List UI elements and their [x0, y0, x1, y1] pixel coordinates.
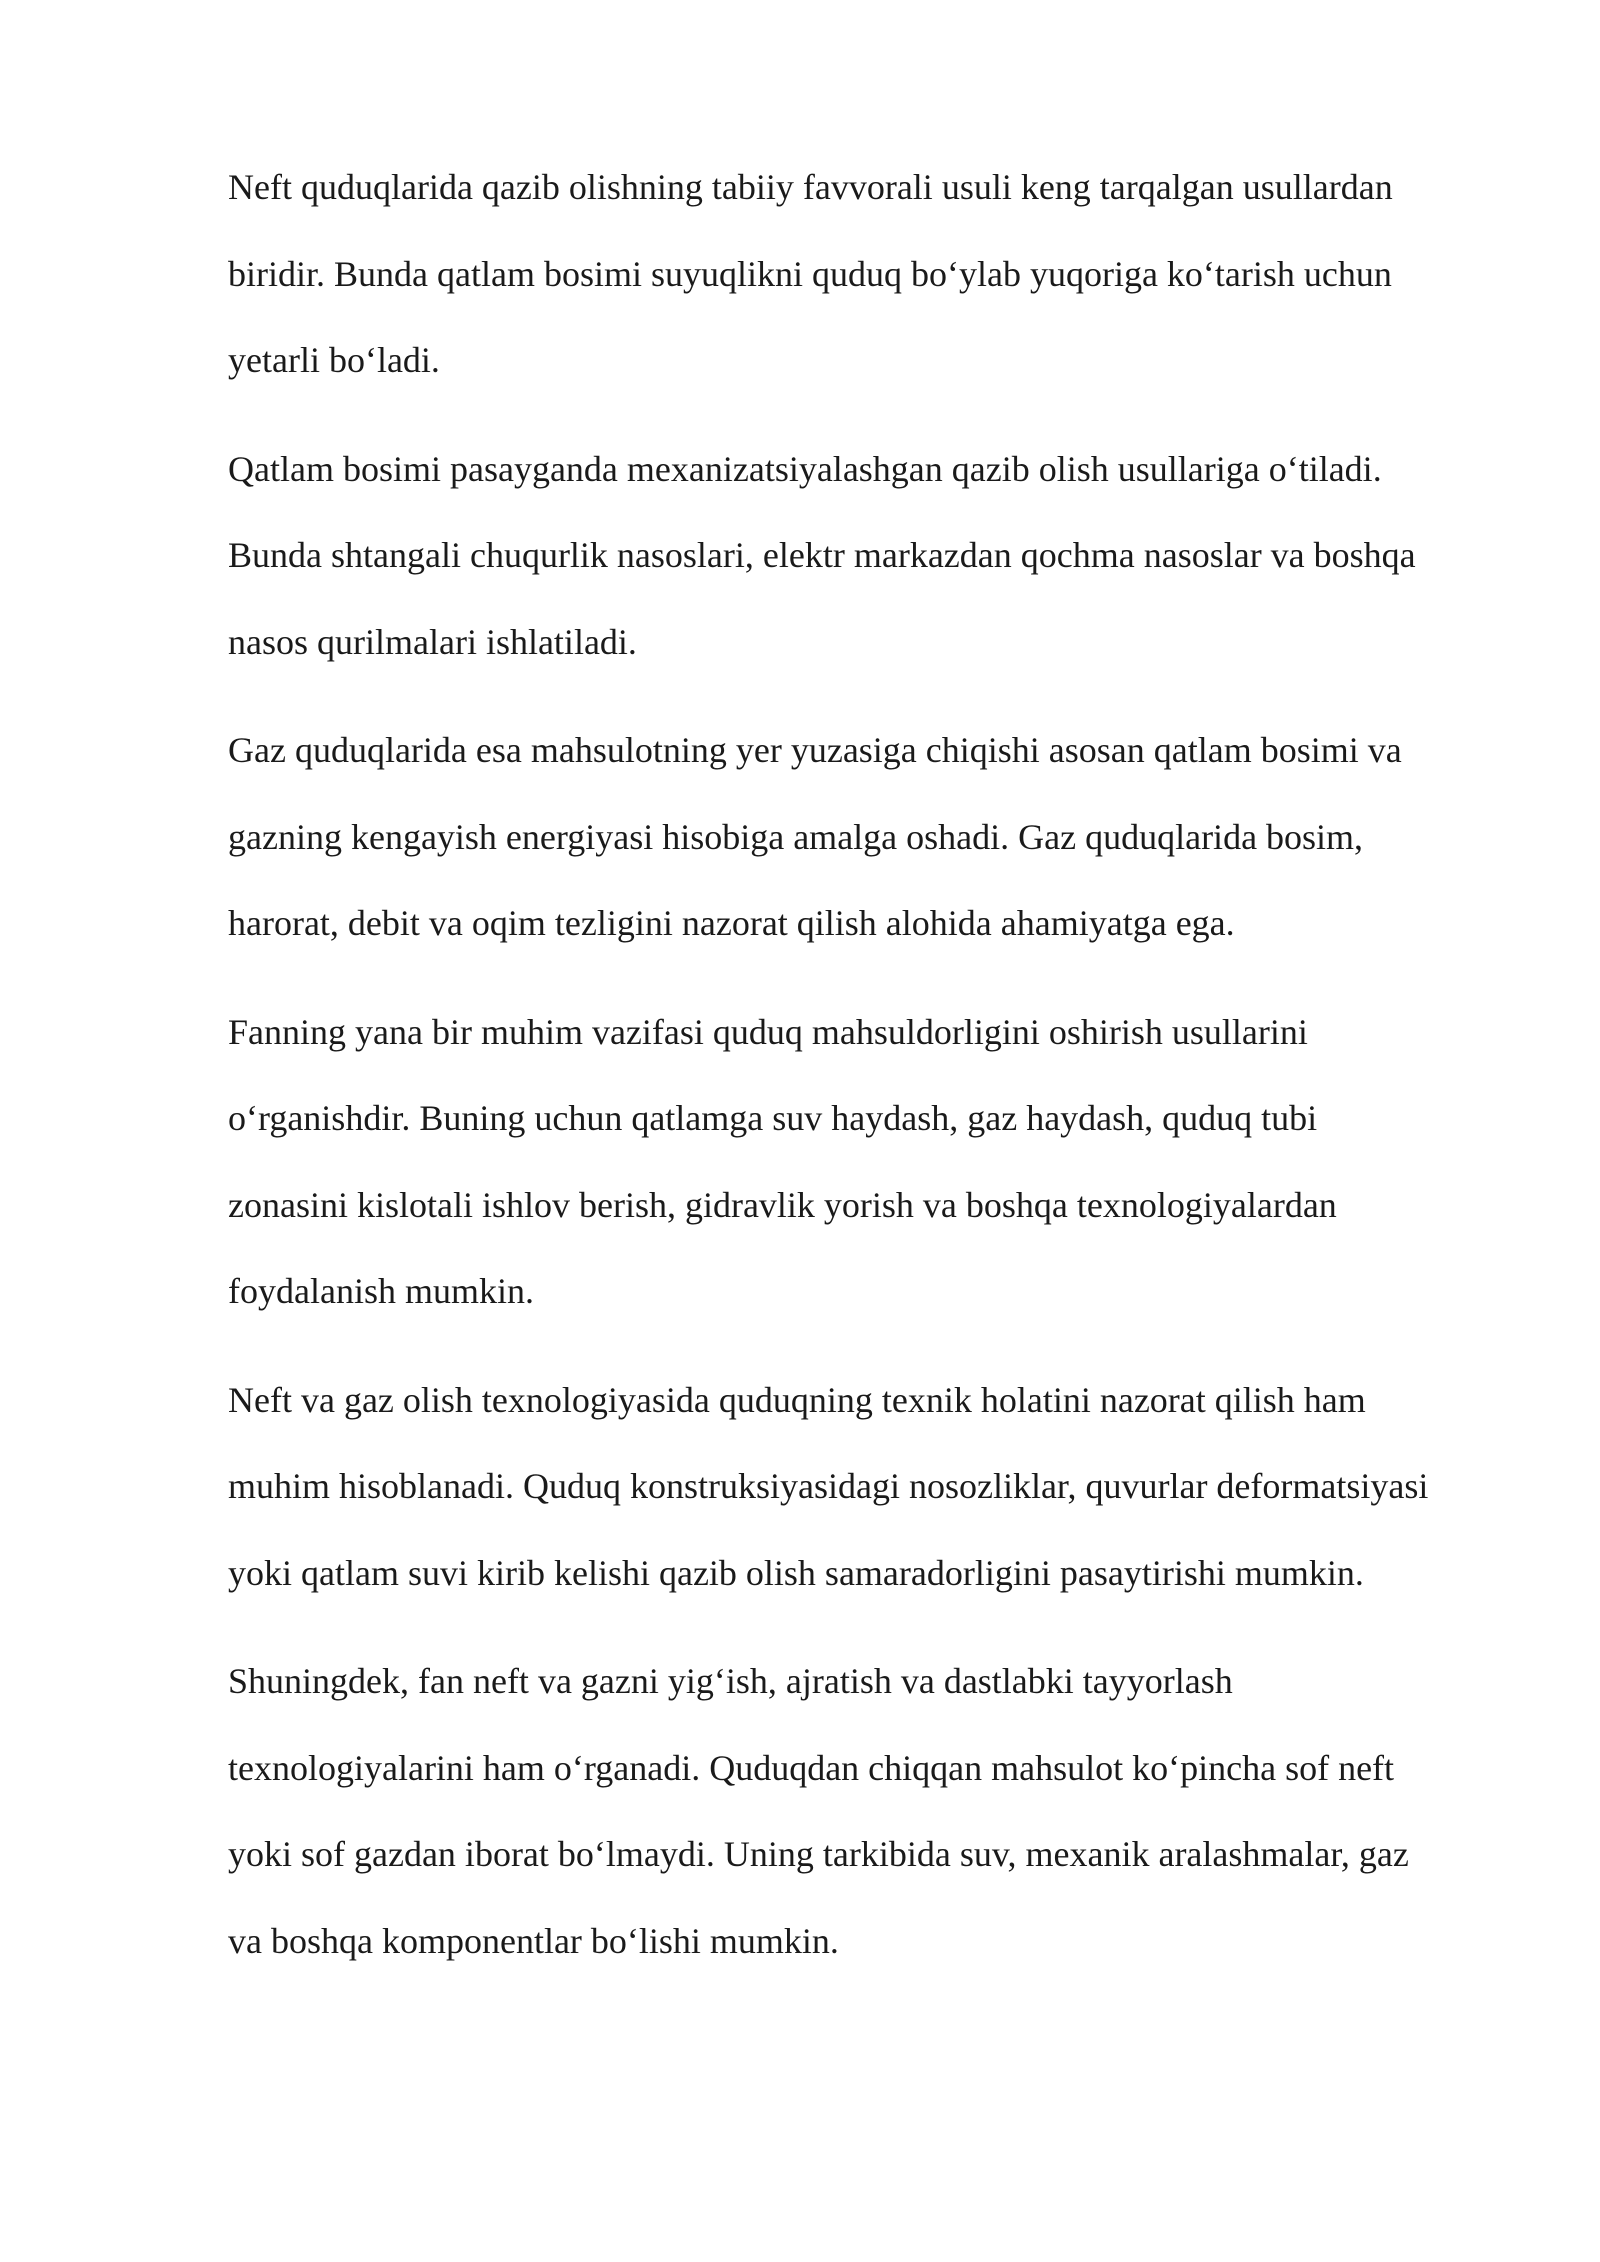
paragraph-4	[228, 989, 1518, 1335]
text-line: muhim hisoblanadi. Quduq konstruksiyasidagi nosozliklar, quvurlar deformatsiyasi	[228, 1466, 1429, 1506]
text-line: Neft quduqlarida qazib olishning tabiiy favvorali usuli keng tarqalgan usullardan	[228, 167, 1393, 207]
text-line: texnologiyalarini ham o‘rganadi. Quduqdan chiqqan mahsulot ko‘pincha sof neft	[228, 1747, 1395, 1788]
paragraph-1	[228, 144, 1518, 404]
paragraph-2	[228, 426, 1518, 686]
text-line: zonasini kislotali ishlov berish, gidravlik yorish va boshqa texnologiyalardan	[228, 1184, 1337, 1225]
text-line: biridir. Bunda qatlam bosimi suyuqlikni quduq bo‘ylab yuqoriga ko‘tarish uchun	[228, 253, 1392, 294]
text-line: Shuningdek, fan neft va gazni yig‘ish, ajratish va dastlabki tayyorlash	[228, 1661, 1233, 1701]
text-line: Fanning yana bir muhim vazifasi quduq mahsuldorligini oshirish usullarini	[228, 1011, 1308, 1052]
text-line: yetarli bo‘ladi.	[228, 340, 440, 380]
text-line: harorat, debit va oqim tezligini nazorat qilish alohida ahamiyatga ega.	[228, 903, 1235, 943]
paragraph-5	[228, 1357, 1518, 1617]
text-line: yoki qatlam suvi kirib kelishi qazib olish samaradorligini pasaytirishi mumkin.	[228, 1552, 1364, 1593]
text-line: nasos qurilmalari ishlatiladi.	[228, 621, 637, 662]
text-line: va boshqa komponentlar bo‘lishi mumkin.	[228, 1920, 839, 1961]
text-line: Qatlam bosimi pasayganda mexanizatsiyalashgan qazib olish usullariga o‘tiladi.	[228, 448, 1382, 489]
text-line: Gaz quduqlarida esa mahsulotning yer yuzasiga chiqishi asosan qatlam bosimi va	[228, 730, 1402, 770]
text-line: Neft va gaz olish texnologiyasida quduqning texnik holatini nazorat qilish ham	[228, 1379, 1366, 1420]
text-line: yoki sof gazdan iborat bo‘lmaydi. Uning tarkibida suv, mexanik aralashmalar, gaz	[228, 1834, 1409, 1874]
text-line: gazning kengayish energiyasi hisobiga amalga oshadi. Gaz quduqlarida bosim,	[228, 816, 1364, 857]
paragraph-6	[228, 1638, 1518, 1984]
text-line: o‘rganishdir. Buning uchun qatlamga suv haydash, gaz haydash, quduq tubi	[228, 1098, 1318, 1138]
text-line: foydalanish mumkin.	[228, 1271, 534, 1311]
paragraph-3	[228, 707, 1518, 967]
text-line: Bunda shtangali chuqurlik nasoslari, elektr markazdan qochma nasoslar va boshqa	[228, 535, 1416, 575]
document-body	[228, 144, 1518, 2006]
